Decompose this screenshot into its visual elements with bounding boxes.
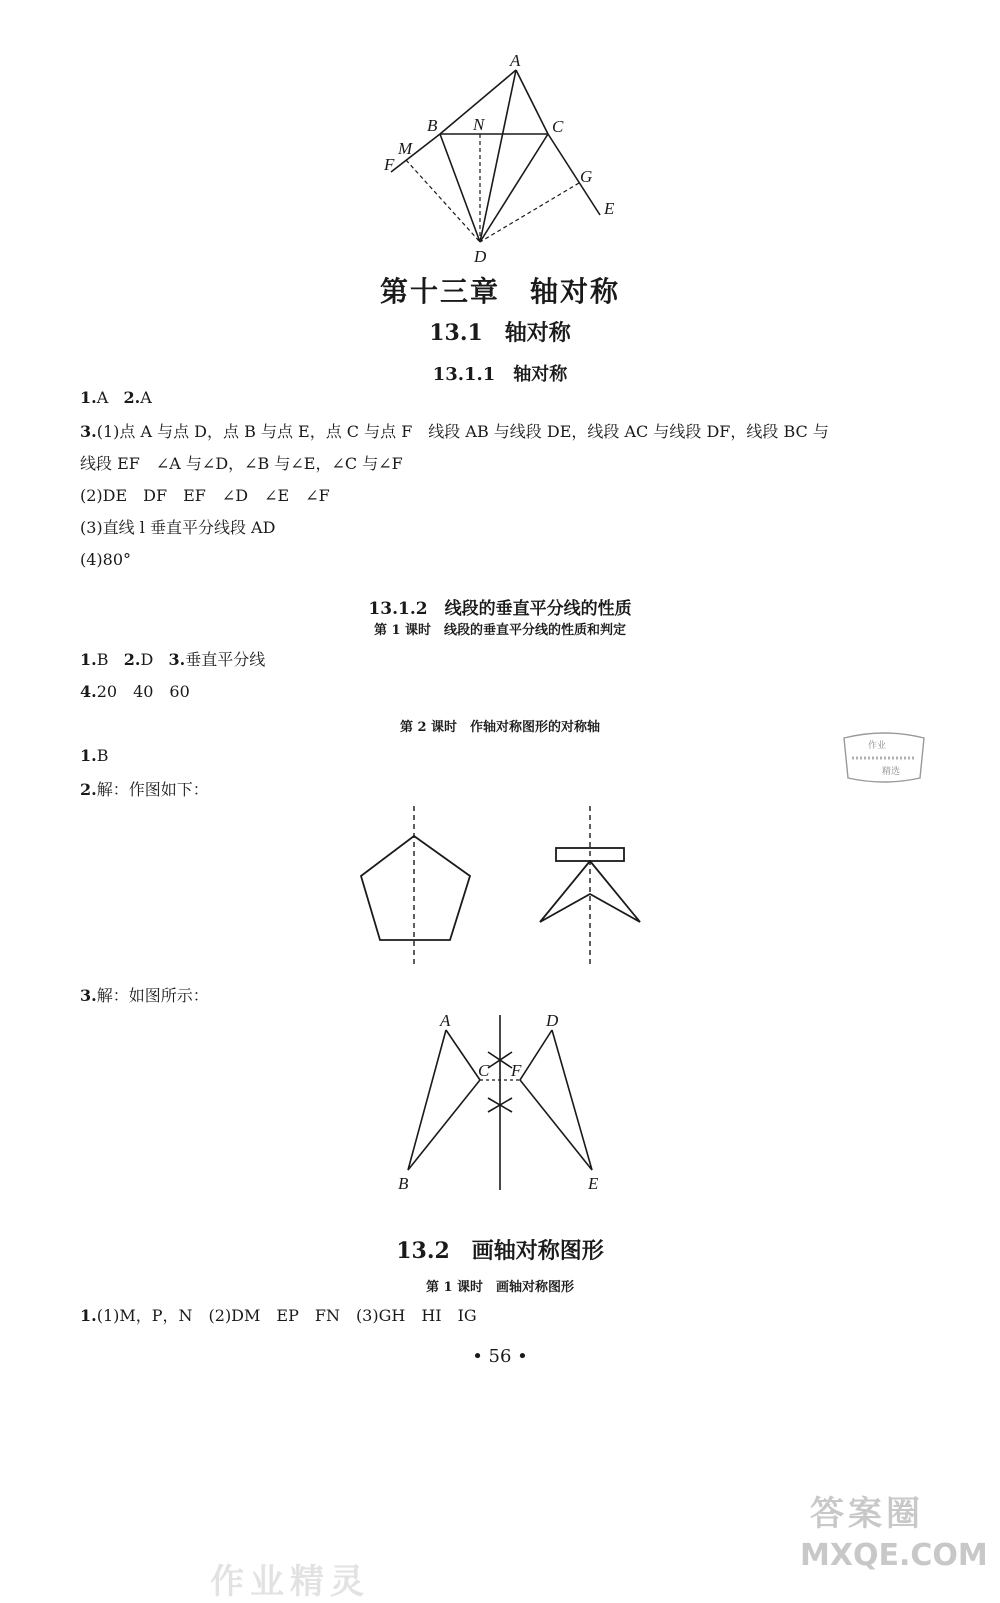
answer-line-s2-4: 4.20 40 60 — [80, 682, 190, 701]
fig3-label-a: A — [440, 1011, 451, 1030]
lesson-1-title: 第 1 课时 线段的垂直平分线的性质和判定 — [373, 623, 627, 638]
svg-text:精选: 精选 — [882, 767, 901, 777]
section-13-1-title: 13.1 轴对称 — [429, 320, 571, 346]
answer-line-s4-1: 1.(1)M，P，N (2)DM EP FN (3)GH HI IG — [80, 1306, 477, 1325]
chapter-title: 第十三章 轴对称 — [379, 275, 620, 308]
section-13-1-1-title: 13.1.1 轴对称 — [432, 364, 568, 385]
fig1-label-m: M — [398, 139, 413, 158]
answer-line-1: 1.A 2.A — [80, 388, 152, 407]
section-13-1-2-title: 13.1.2 线段的垂直平分线的性质 — [368, 599, 632, 619]
answer-q3-part2: (2)DE DF EF ∠D ∠E ∠F — [80, 486, 330, 505]
answer-line-s3-3: 3.解：如图所示： — [80, 986, 209, 1005]
svg-text:作业: 作业 — [868, 741, 887, 751]
lesson-2-title: 第 2 课时 作轴对称图形的对称轴 — [399, 720, 601, 735]
answer-line-s3-1: 1.B — [80, 746, 109, 765]
fig1-label-e: E — [604, 199, 615, 218]
watermark-bottom: 作业精灵 — [210, 1562, 370, 1602]
fig1-label-g: G — [580, 167, 593, 186]
answer-line-s2-1: 1.B 2.D 3.垂直平分线 — [80, 650, 266, 669]
section-13-2-title: 13.2 画轴对称图形 — [396, 1238, 604, 1264]
figure-reflection — [390, 1005, 610, 1200]
fig3-label-b: B — [398, 1174, 409, 1193]
fig1-label-a: A — [510, 51, 521, 70]
fig3-label-f: F — [511, 1061, 522, 1080]
answer-q1: A — [96, 388, 109, 407]
answer-line-s3-2: 2.解：作图如下： — [80, 780, 209, 799]
figure-quadrilateral-abcd — [370, 50, 630, 270]
fig3-label-c: C — [478, 1061, 490, 1080]
lesson-3-title: 第 1 课时 画轴对称图形 — [425, 1280, 575, 1295]
answer-q3-line1: 3.(1)点 A 与点 D，点 B 与点 E，点 C 与点 F 线段 AB 与线段 DE，线段 AC 与线段 DF，线段 BC 与 — [80, 422, 829, 441]
stamp-seal — [838, 728, 930, 786]
fig1-label-f: F — [384, 155, 395, 174]
figure-symmetry-axes — [350, 800, 650, 975]
watermark-url: MXQE.COM — [800, 1538, 988, 1573]
fig1-label-n: N — [473, 115, 485, 134]
fig3-label-e: E — [588, 1174, 599, 1193]
answer-q3-part4: (4)80° — [80, 550, 132, 569]
watermark-logo: 答案圈 — [810, 1494, 924, 1534]
answer-q3-part3: (3)直线 l 垂直平分线段 AD — [80, 518, 276, 537]
fig3-label-d: D — [546, 1011, 559, 1030]
fig1-label-d: D — [474, 247, 487, 266]
fig1-label-c: C — [552, 117, 564, 136]
fig1-label-b: B — [427, 116, 438, 135]
answer-q2: A — [140, 388, 152, 407]
answer-q3-line2: 线段 EF ∠A 与∠D，∠B 与∠E，∠C 与∠F — [80, 454, 403, 473]
page-number: • 56 • — [472, 1346, 528, 1367]
